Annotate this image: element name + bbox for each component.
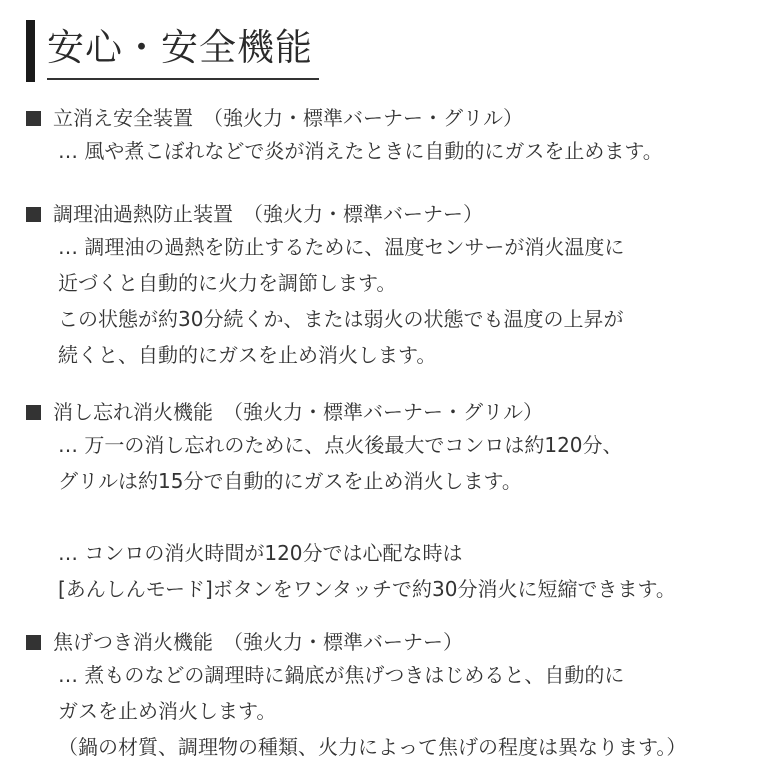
section-line: 続くと、自動的にガスを止め消火します。: [58, 343, 437, 367]
section-line: [あんしんモード]ボタンをワンタッチで約30分消火に短縮できます。: [58, 577, 676, 601]
section-line: 近づくと自動的に火力を調節します。: [58, 271, 397, 295]
section-line: （鍋の材質、調理物の種類、火力によって焦げの程度は異なります。）: [58, 735, 687, 759]
section-scorch-shutoff: [26, 627, 766, 765]
square-bullet-icon: [26, 111, 41, 126]
section-heading: [26, 397, 766, 427]
section-line: ガスを止め消火します。: [58, 699, 277, 723]
section-heading: [26, 103, 766, 133]
page-title-block: [26, 20, 319, 82]
section-flame-failure: [26, 103, 766, 169]
section-subtitle: （強火力・標準バーナー）: [223, 630, 463, 654]
section-heading: [26, 627, 766, 657]
section-line: この状態が約30分続くか、または弱火の状態でも温度の上昇が: [58, 307, 624, 331]
section-title: 立消え安全装置: [53, 106, 193, 130]
square-bullet-icon: [26, 207, 41, 222]
section-subtitle: （強火力・標準バーナー）: [243, 202, 483, 226]
section-line: … 風や煮こぼれなどで炎が消えたときに自動的にガスを止めます。: [58, 139, 663, 163]
section-line: … 調理油の過熱を防止するために、温度センサーが消火温度に: [58, 235, 625, 259]
section-title: 消し忘れ消火機能: [53, 400, 213, 424]
section-subtitle: （強火力・標準バーナー・グリル）: [203, 106, 523, 130]
section-line: … 煮ものなどの調理時に鍋底が焦げつきはじめると、自動的に: [58, 663, 625, 687]
section-heading: [26, 199, 766, 229]
section-oil-overheat: [26, 199, 766, 373]
section-line: グリルは約15分で自動的にガスを止め消火します。: [58, 469, 522, 493]
section-title: 焦げつき消火機能: [53, 630, 213, 654]
section-auto-shutoff: [26, 397, 766, 607]
title-accent-bar: [26, 20, 35, 82]
section-line-spacer: [26, 499, 766, 535]
section-line: … コンロの消火時間が120分では心配な時は: [58, 541, 463, 565]
section-subtitle: （強火力・標準バーナー・グリル）: [223, 400, 543, 424]
square-bullet-icon: [26, 405, 41, 420]
section-title: 調理油過熱防止装置: [53, 202, 233, 226]
page-title: 安心・安全機能: [47, 20, 319, 80]
square-bullet-icon: [26, 635, 41, 650]
section-line: … 万一の消し忘れのために、点火後最大でコンロは約120分、: [58, 433, 623, 457]
